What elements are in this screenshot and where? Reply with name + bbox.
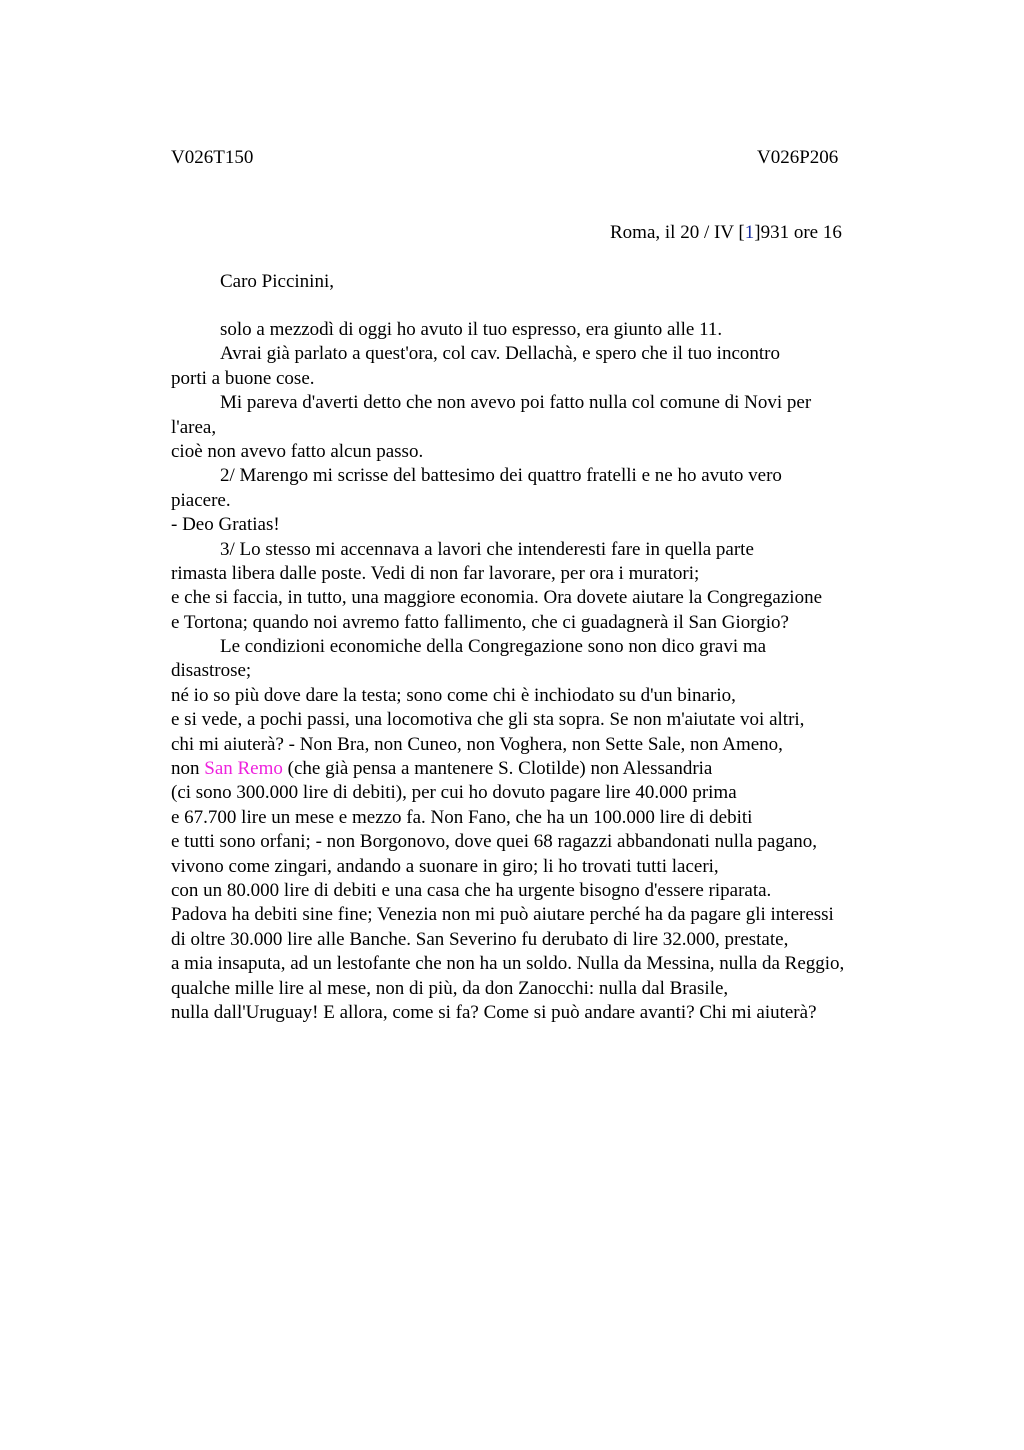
text-segment: (che già pensa a mantenere S. Clotilde) non Alessandria xyxy=(282,758,713,780)
text-line: né io so più dove dare la testa; sono come chi è inchiodato su d'un binario, xyxy=(171,684,736,706)
text-line: e che si faccia, in tutto, una maggiore economia. Ora dovete aiutare la Congregazione xyxy=(171,587,823,609)
text-line: chi mi aiuterà? - Non Bra, non Cuneo, non Voghera, non Sette Sale, non Ameno, xyxy=(171,733,783,755)
text-line: rimasta libera dalle poste. Vedi di non far lavorare, per ora i muratori; xyxy=(171,562,700,584)
header-left-code: V026T150 xyxy=(171,147,254,168)
text-line xyxy=(171,757,911,781)
text-line: Padova ha debiti sine fine; Venezia non mi può aiutare perché ha da pagare gli interessi xyxy=(171,904,834,926)
text-segment: non xyxy=(171,758,205,780)
header-right-code: V026P206 xyxy=(757,147,839,168)
salutation: Caro Piccinini, xyxy=(220,271,334,292)
text-line: a mia insaputa, ad un lestofante che non ha un soldo. Nulla da Messina, nulla da Reggio, xyxy=(171,953,845,975)
text-line: e si vede, a pochi passi, una locomotiva che gli sta sopra. Se non m'aiutate voi altri, xyxy=(171,709,805,731)
place-highlight-san-remo: San Remo xyxy=(204,758,283,780)
text-line: e Tortona; quando noi avremo fatto fallimento, che ci guadagnerà il San Giorgio? xyxy=(171,611,789,633)
text-line: cioè non avevo fatto alcun passo. xyxy=(171,440,424,462)
text-line: - Deo Gratias! xyxy=(171,514,280,536)
text-line: 3/ Lo stesso mi accennava a lavori che intenderesti fare in quella parte xyxy=(220,538,754,560)
text-line: e 67.700 lire un mese e mezzo fa. Non Fano, che ha un 100.000 lire di debiti xyxy=(171,806,753,828)
text-line: piacere. xyxy=(171,489,231,511)
text-line: e tutti sono orfani; - non Borgonovo, dove quei 68 ragazzi abbandonati nulla pagano, xyxy=(171,831,818,853)
text-line: Mi pareva d'averti detto che non avevo poi fatto nulla col comune di Novi per xyxy=(220,392,812,414)
dateline xyxy=(610,221,842,245)
dateline-bracket-digit: 1 xyxy=(744,222,755,243)
text-line: Avrai già parlato a quest'ora, col cav. Dellachà, e spero che il tuo incontro xyxy=(220,343,780,365)
text-line: nulla dall'Uruguay! E allora, come si fa? Come si può andare avanti? Chi mi aiuterà? xyxy=(171,1001,817,1023)
text-line: l'area, xyxy=(171,416,217,438)
dateline-suffix: ]931 ore 16 xyxy=(754,222,842,243)
text-line: qualche mille lire al mese, non di più, da don Zanocchi: nulla dal Brasile, xyxy=(171,977,729,999)
letter-body xyxy=(171,318,911,1025)
text-line: solo a mezzodì di oggi ho avuto il tuo espresso, era giunto alle 11. xyxy=(220,319,723,340)
text-line: 2/ Marengo mi scrisse del battesimo dei quattro fratelli e ne ho avuto vero xyxy=(220,465,782,487)
text-line: di oltre 30.000 lire alle Banche. San Severino fu derubato di lire 32.000, prestate, xyxy=(171,928,789,950)
text-line: Le condizioni economiche della Congregazione sono non dico gravi ma xyxy=(220,636,767,658)
text-line: con un 80.000 lire di debiti e una casa che ha urgente bisogno d'essere riparata. xyxy=(171,879,772,901)
text-line: (ci sono 300.000 lire di debiti), per cui ho dovuto pagare lire 40.000 prima xyxy=(171,782,737,804)
dateline-prefix: Roma, il 20 / IV [ xyxy=(610,222,745,243)
text-line: vivono come zingari, andando a suonare in giro; li ho trovati tutti laceri, xyxy=(171,855,719,877)
text-line: porti a buone cose. xyxy=(171,367,315,389)
text-line: disastrose; xyxy=(171,660,252,682)
